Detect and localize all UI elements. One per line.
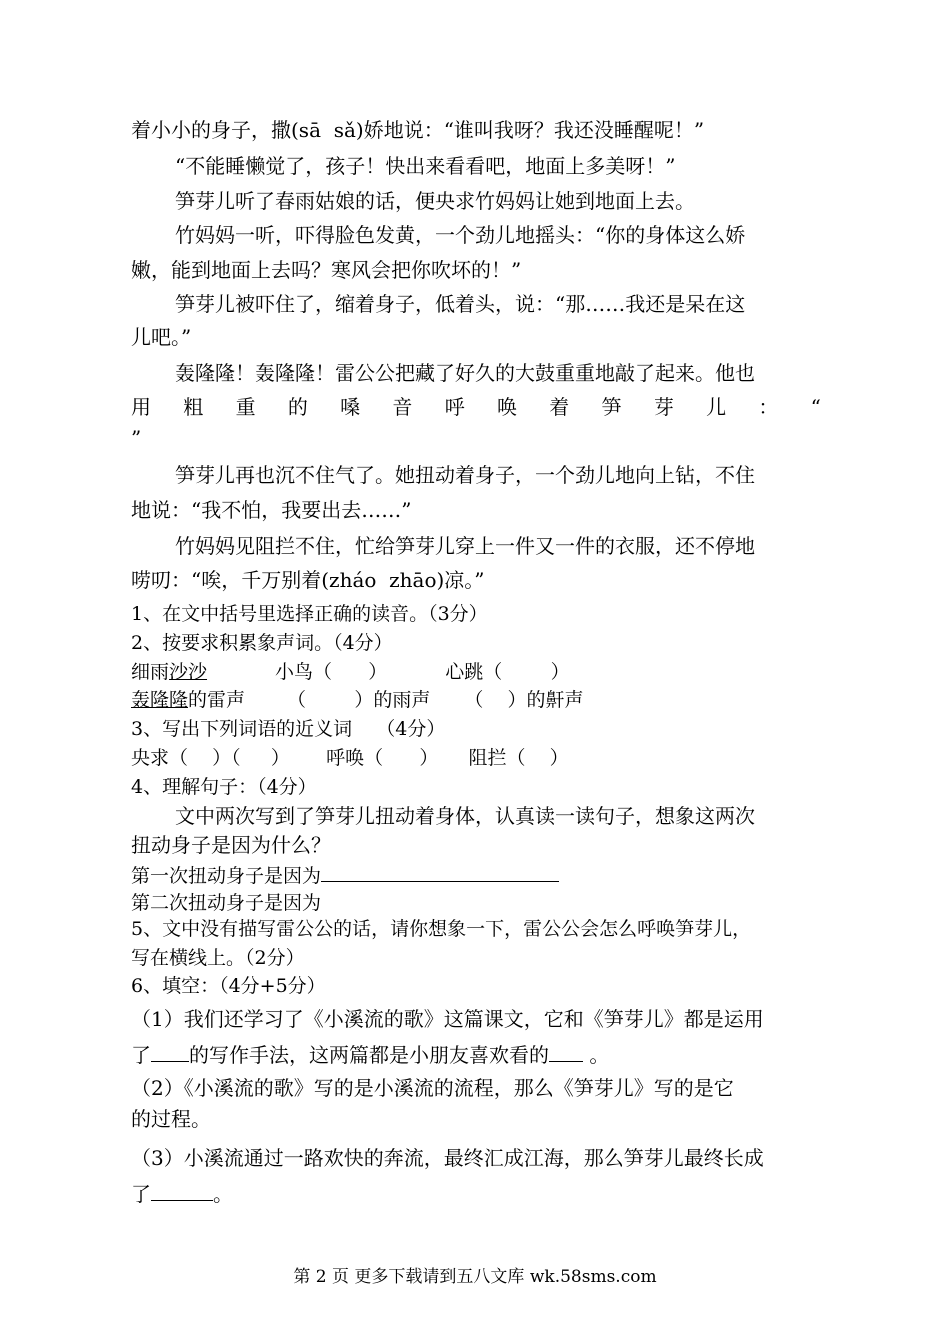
word: 呼	[444, 395, 465, 419]
question-6-3: 了 。	[131, 1182, 233, 1206]
passage-line: 笋芽儿被吓住了，缩着身子，低着头，说：“那……我还是呆在这	[175, 292, 746, 316]
question-3: 3、写出下列词语的近义词 （4分）	[131, 718, 446, 740]
word: ：	[758, 395, 779, 419]
passage-line-justified	[131, 394, 821, 420]
answer-blank[interactable]	[151, 1180, 213, 1201]
passage-line: ”	[131, 426, 142, 450]
question-4-answer-1: 第一次扭动身子是因为	[131, 861, 831, 889]
word: 嗓	[340, 395, 361, 419]
passage-line: 笋芽儿听了春雨姑娘的话，便央求竹妈妈让她到地面上去。	[175, 189, 695, 213]
word: 用	[131, 395, 151, 419]
question-6-2: 的过程。	[131, 1107, 211, 1131]
word: 唤	[496, 395, 517, 419]
passage-line: “不能睡懒觉了，孩子！快出来看看吧，地面上多美呀！”	[175, 154, 676, 178]
question-2-row-2: 轰隆隆的雷声 （ ）的雨声 （ ）的鼾声	[131, 689, 584, 711]
question-4-answer-2: 第二次扭动身子是因为	[131, 892, 322, 914]
question-4: 4、理解句子：（4分）	[131, 776, 317, 798]
word: 芽	[653, 395, 674, 419]
passage-line: 儿吧。”	[131, 325, 192, 349]
word: 着	[549, 395, 570, 419]
answer-blank[interactable]	[549, 1041, 583, 1062]
word: 重	[235, 395, 256, 419]
word: 音	[392, 395, 413, 419]
question-6-2: （2）《小溪流的歌》写的是小溪流的流程，那么《笋芽儿》写的是它	[131, 1076, 734, 1100]
word: 的	[287, 395, 308, 419]
question-1: 1、在文中括号里选择正确的读音。（3分）	[131, 603, 488, 625]
passage-line: 轰隆隆！轰隆隆！雷公公把藏了好久的大鼓重重地敲了起来。他也	[175, 361, 755, 385]
word: “	[810, 395, 821, 419]
question-2: 2、按要求积累象声词。（4分）	[131, 632, 393, 654]
question-4-text: 扭动身子是因为什么？	[131, 833, 331, 857]
passage-line: 地说：“我不怕，我要出去……”	[131, 498, 412, 522]
passage-line: 竹妈妈见阻拦不住，忙给笋芽儿穿上一件又一件的衣服，还不停地	[175, 534, 755, 558]
passage-line: 唠叨：“唉，千万别着(zháo zhāo)凉。”	[131, 568, 485, 592]
answer-blank[interactable]	[321, 861, 559, 882]
question-4-text: 文中两次写到了笋芽儿扭动着身体，认真读一读句子，想象这两次	[175, 804, 755, 828]
question-5: 写在横线上。（2分）	[131, 947, 305, 969]
word: 笋	[601, 395, 622, 419]
question-2-row-1: 细雨沙沙 小鸟（ ） 心跳（ ）	[131, 661, 570, 683]
question-5: 5、文中没有描写雷公公的话，请你想象一下，雷公公会怎么呼唤笋芽儿，	[131, 918, 752, 940]
question-6-1: （1）我们还学习了《小溪流的歌》这篇课文，它和《笋芽儿》都是运用	[131, 1007, 764, 1031]
question-6: 6、填空：（4分+5分）	[131, 975, 326, 997]
question-6-1: 了 的写作手法，这两篇都是小朋友喜欢看的 。	[131, 1043, 610, 1067]
page-footer: 第 2 页 更多下载请到五八文库 wk.58sms.com	[293, 1267, 657, 1287]
word: 粗	[183, 395, 204, 419]
question-3-row: 央求（ ）（ ） 呼唤（ ） 阻拦（ ）	[131, 747, 569, 769]
passage-line: 着小小的身子，撒(sā sǎ)娇地说：“谁叫我呀？我还没睡醒呢！”	[131, 118, 705, 142]
passage-line: 笋芽儿再也沉不住气了。她扭动着身子，一个劲儿地向上钻，不住	[175, 463, 755, 487]
passage-line: 竹妈妈一听，吓得脸色发黄，一个劲儿地摇头：“你的身体这么娇	[175, 223, 746, 247]
question-6-3: （3）小溪流通过一路欢快的奔流，最终汇成江海，那么笋芽儿最终长成	[131, 1146, 764, 1170]
passage-line: 嫩，能到地面上去吗？寒风会把你吹坏的！”	[131, 258, 522, 282]
word: 儿	[706, 395, 727, 419]
answer-blank[interactable]	[151, 1041, 189, 1062]
